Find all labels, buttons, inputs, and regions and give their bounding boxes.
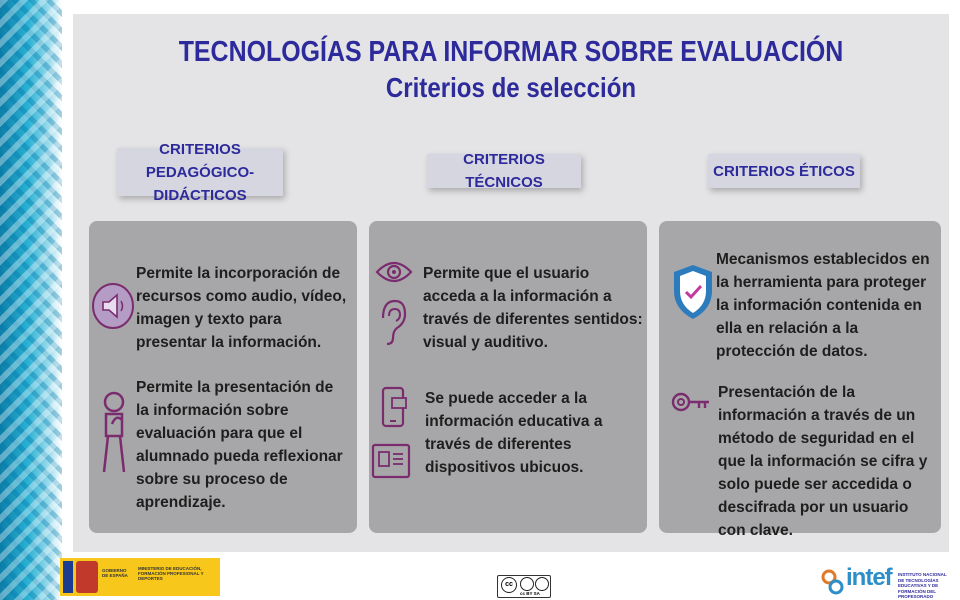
ear-icon	[377, 298, 407, 351]
thinking-person-icon	[96, 390, 132, 485]
decorative-side-stripe	[0, 0, 62, 600]
intef-logo	[820, 562, 952, 599]
page-title: TECNOLOGÍAS PARA INFORMAR SOBRE EVALUACIÓN	[178, 36, 844, 68]
page-subtitle: Criterios de selección	[385, 72, 637, 103]
by-icon	[520, 577, 534, 591]
mobile-device-icon	[380, 386, 408, 433]
eu-flag-icon	[63, 561, 73, 593]
heading-eticos: CRITERIOS ÉTICOS	[708, 154, 860, 188]
license-label: cc BY SA	[520, 591, 540, 596]
pedagogico-item-2: Permite la presentación de la información sobre evaluación para que el alumnado pueda reflexionar sobre su proceso de aprendizaje.	[136, 379, 343, 511]
shield-check-icon	[671, 263, 715, 326]
speaker-icon	[91, 282, 135, 335]
tecnicos-item-2: Se puede acceder a la información educativa a través de diferentes dispositivos ubicuos.	[425, 390, 603, 476]
government-logo	[60, 558, 220, 596]
cc-icon: cc	[501, 577, 517, 593]
eticos-item-1: Mecanismos establecidos en la herramienta para proteger la información contenida en ella en relación a la protección de datos.	[716, 251, 930, 360]
key-icon	[671, 390, 711, 419]
eye-icon	[375, 257, 413, 292]
sa-icon	[535, 577, 549, 591]
heading-pedagogico: CRITERIOS PEDAGÓGICO-DIDÁCTICOS	[117, 148, 283, 196]
intef-symbol-icon	[820, 568, 846, 596]
heading-tecnicos: CRITERIOS TÉCNICOS	[427, 154, 581, 188]
cc-license-badge[interactable]	[497, 575, 551, 598]
coat-of-arms-icon	[76, 561, 98, 593]
eticos-item-2: Presentación de la información a través de un método de seguridad en el que la información se cifra y solo puede ser accedida o descifrada por un usuario con clave.	[718, 384, 928, 539]
tecnicos-item-1: Permite que el usuario acceda a la información a través de diferentes sentidos: visual y auditivo.	[423, 265, 643, 351]
pedagogico-item-1: Permite la incorporación de recursos como audio, vídeo, imagen y texto para presentar la información.	[136, 265, 347, 351]
gobierno-label: GOBIERNO DE ESPAÑA	[102, 568, 128, 578]
tablet-icon	[371, 443, 411, 484]
intef-wordmark: intef	[846, 564, 892, 591]
intef-fullname: INSTITUTO NACIONAL DE TECNOLOGÍAS EDUCATIVAS Y DE FORMACIÓN DEL PROFESORADO	[898, 572, 947, 599]
ministry-label: MINISTERIO DE EDUCACIÓN, FORMACIÓN PROFESIONAL Y DEPORTES	[138, 566, 204, 581]
